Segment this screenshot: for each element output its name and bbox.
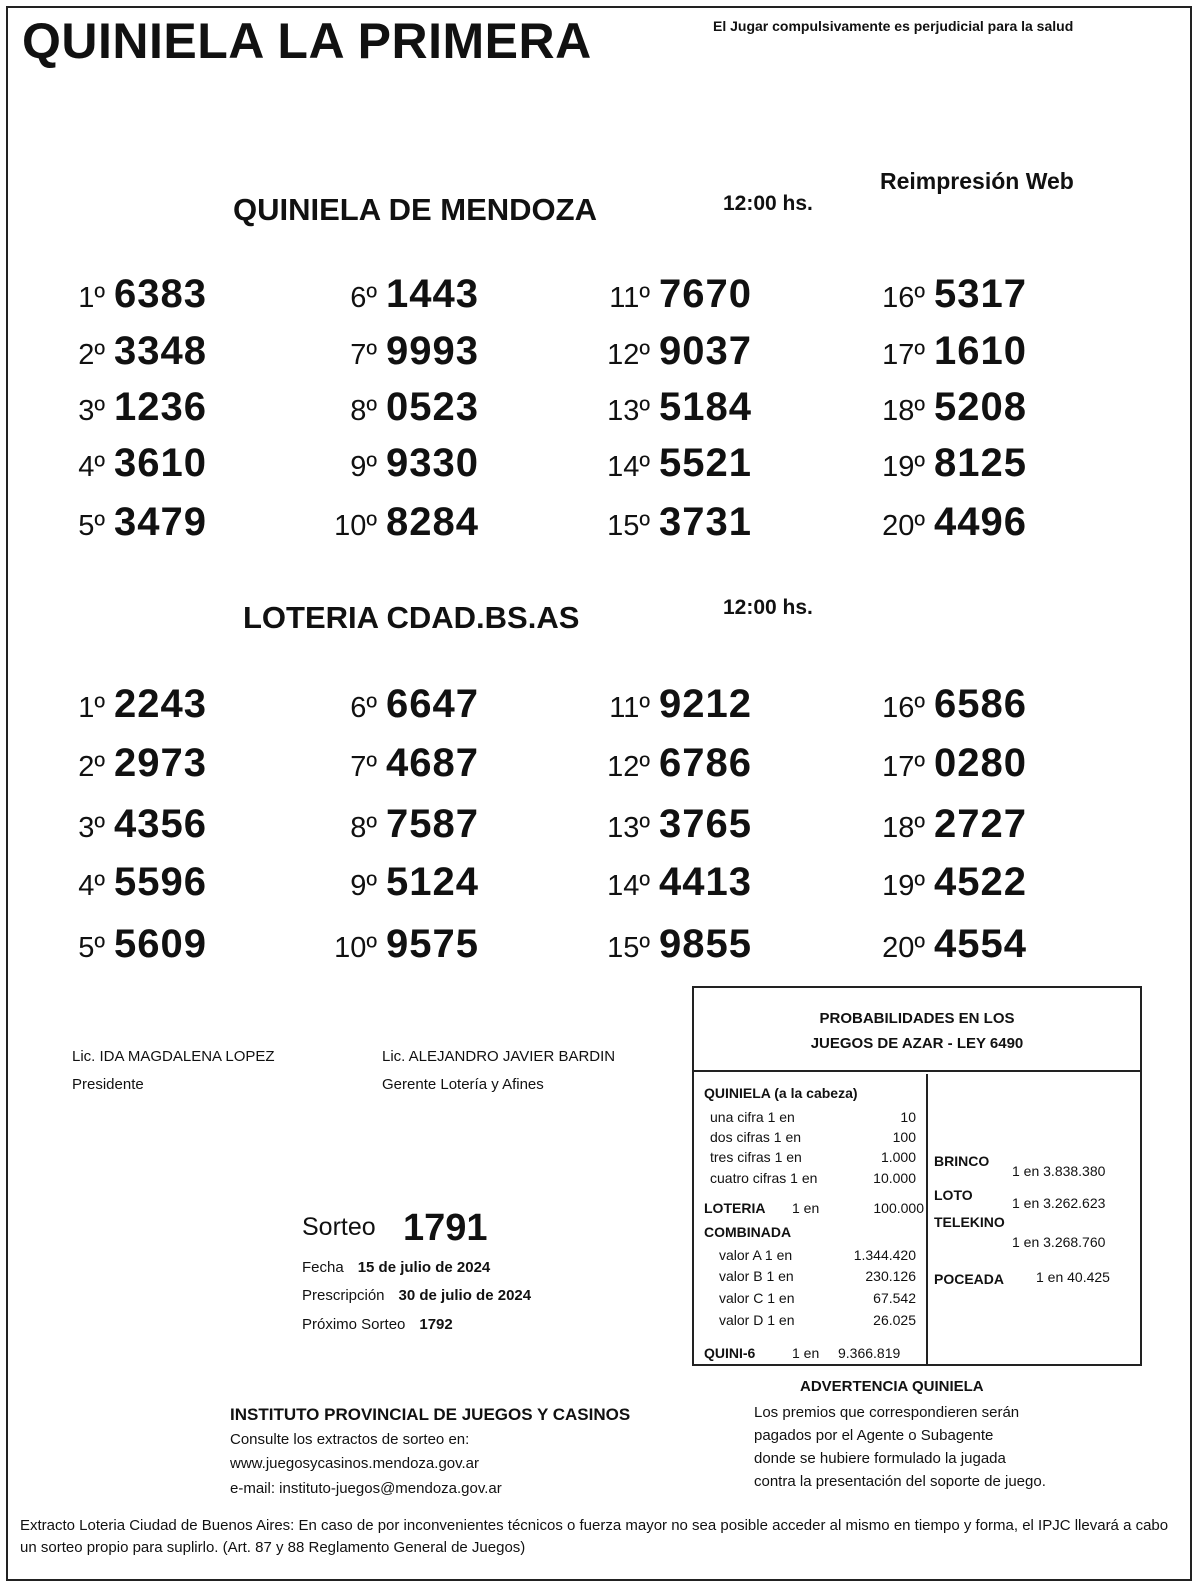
- result-row: [860, 741, 1030, 791]
- advertencia-line: pagados por el Agente o Subagente: [754, 1427, 994, 1444]
- result-number: 0280: [934, 741, 1027, 785]
- result-position: 20º: [882, 932, 925, 964]
- prob-row-label: valor B 1 en: [719, 1268, 794, 1284]
- result-position: 9º: [350, 451, 377, 483]
- result-position: 8º: [350, 812, 377, 844]
- result-position: 17º: [882, 339, 925, 371]
- proximo-label: Próximo Sorteo: [302, 1316, 406, 1333]
- result-number: 7587: [386, 802, 479, 846]
- result-number: 6383: [114, 272, 207, 316]
- result-row: [585, 329, 755, 379]
- proximo-value: 1792: [419, 1316, 453, 1333]
- sorteo-label: Sorteo: [302, 1213, 376, 1241]
- result-position: 13º: [607, 395, 650, 427]
- result-position: 15º: [607, 932, 650, 964]
- result-position: 16º: [882, 692, 925, 724]
- institute-email[interactable]: e-mail: instituto-juegos@mendoza.gov.ar: [230, 1480, 502, 1497]
- result-number: 9993: [386, 329, 479, 373]
- mendoza-time: 12:00 hs.: [723, 192, 813, 215]
- signature-right-role: Gerente Lotería y Afines: [382, 1076, 544, 1093]
- result-position: 20º: [882, 510, 925, 542]
- result-row: [312, 385, 482, 435]
- proximo-row: [302, 1316, 453, 1333]
- result-number: 9855: [659, 922, 752, 966]
- poceada-prob-value: 1 en 40.425: [1036, 1269, 1110, 1285]
- prescripcion-row: [302, 1287, 531, 1304]
- result-row: [860, 802, 1030, 852]
- result-row: [40, 272, 210, 322]
- result-row: [860, 860, 1030, 910]
- result-number: 6786: [659, 741, 752, 785]
- signature-left-name: Lic. IDA MAGDALENA LOPEZ: [72, 1048, 275, 1065]
- ciudad-title: LOTERIA CDAD.BS.AS: [243, 600, 580, 635]
- result-position: 14º: [607, 870, 650, 902]
- institute-website[interactable]: www.juegosycasinos.mendoza.gov.ar: [230, 1455, 480, 1472]
- result-row: [312, 922, 482, 972]
- loteria-prob-mid: 1 en: [792, 1200, 820, 1216]
- result-position: 2º: [78, 751, 105, 783]
- page-title: QUINIELA LA PRIMERA: [22, 13, 592, 69]
- result-number: 9575: [386, 922, 479, 966]
- result-number: 6586: [934, 682, 1027, 726]
- result-number: 1610: [934, 329, 1027, 373]
- quini6-prob-mid: 1 en: [792, 1345, 820, 1361]
- result-position: 18º: [882, 812, 925, 844]
- prob-row-value: 1.344.420: [853, 1247, 916, 1263]
- quiniela-prob-title: QUINIELA (a la cabeza): [704, 1085, 858, 1101]
- reprint-label: Reimpresión Web: [880, 168, 1074, 194]
- telekino-prob-label: TELEKINO: [934, 1214, 1005, 1230]
- result-position: 12º: [607, 751, 650, 783]
- gambling-warning: El Jugar compulsivamente es perjudicial para la salud: [713, 18, 1074, 34]
- prob-row-value: 10.000: [873, 1170, 916, 1186]
- probabilities-header-line1: PROBABILIDADES EN LOS: [819, 1010, 1015, 1027]
- result-position: 7º: [350, 339, 377, 371]
- result-row: [312, 441, 482, 491]
- fecha-value: 15 de julio de 2024: [357, 1259, 491, 1276]
- prescripcion-label: Prescripción: [302, 1287, 385, 1304]
- result-row: [860, 922, 1030, 972]
- probabilities-divider: [926, 1074, 928, 1366]
- result-number: 5609: [114, 922, 207, 966]
- result-number: 5521: [659, 441, 752, 485]
- result-position: 12º: [607, 339, 650, 371]
- result-number: 5317: [934, 272, 1027, 316]
- result-number: 5184: [659, 385, 752, 429]
- quini6-prob-label: QUINI-6: [704, 1345, 756, 1361]
- result-row: [585, 272, 755, 322]
- poceada-prob-label: POCEADA: [934, 1271, 1005, 1287]
- result-row: [585, 682, 755, 732]
- combinada-prob-title: COMBINADA: [704, 1224, 792, 1240]
- footer-note: Extracto Loteria Ciudad de Buenos Aires: En caso de por inconvenientes técnicos o fuerza mayor no sea posible acceder al mismo en tiempo y forma, el IPJC llevará a cabo un sorteo propio para suplirlo. (Art. 87 y 88 Reglamento General de Juegos): [20, 1517, 1169, 1556]
- result-number: 2727: [934, 802, 1027, 846]
- result-row: [312, 682, 482, 732]
- result-number: 5124: [386, 860, 479, 904]
- result-row: [40, 860, 210, 910]
- sorteo-number: 1791: [403, 1207, 488, 1249]
- result-row: [585, 922, 755, 972]
- fecha-row: [302, 1259, 490, 1276]
- result-row: [312, 272, 482, 322]
- result-number: 6647: [386, 682, 479, 726]
- result-position: 6º: [350, 282, 377, 314]
- result-number: 4413: [659, 860, 752, 904]
- result-row: [40, 385, 210, 435]
- loteria-prob-value: 100.000: [873, 1200, 924, 1216]
- result-row: [585, 741, 755, 791]
- result-number: 5596: [114, 860, 207, 904]
- result-number: 0523: [386, 385, 479, 429]
- result-position: 14º: [607, 451, 650, 483]
- result-position: 6º: [350, 692, 377, 724]
- result-number: 7670: [659, 272, 752, 316]
- result-position: 1º: [78, 282, 105, 314]
- prob-row-value: 230.126: [865, 1268, 916, 1284]
- brinco-prob-value: 1 en 3.838.380: [1012, 1163, 1106, 1179]
- result-row: [860, 500, 1030, 550]
- result-row: [312, 500, 482, 550]
- prob-row-label: una cifra 1 en: [710, 1109, 795, 1125]
- result-position: 16º: [882, 282, 925, 314]
- result-number: 8125: [934, 441, 1027, 485]
- result-number: 8284: [386, 500, 479, 544]
- result-position: 3º: [78, 812, 105, 844]
- result-row: [40, 802, 210, 852]
- result-number: 1236: [114, 385, 207, 429]
- ciudad-time: 12:00 hs.: [723, 596, 813, 619]
- result-row: [585, 860, 755, 910]
- result-number: 4687: [386, 741, 479, 785]
- result-position: 2º: [78, 339, 105, 371]
- result-position: 5º: [78, 932, 105, 964]
- result-number: 9037: [659, 329, 752, 373]
- probabilities-box: [692, 986, 1142, 1366]
- result-row: [40, 500, 210, 550]
- result-number: 4554: [934, 922, 1027, 966]
- result-number: 4522: [934, 860, 1027, 904]
- result-position: 10º: [334, 932, 377, 964]
- result-number: 9212: [659, 682, 752, 726]
- result-position: 3º: [78, 395, 105, 427]
- prob-row-label: cuatro cifras 1 en: [710, 1170, 818, 1186]
- probabilities-header: [694, 988, 1140, 1072]
- result-row: [585, 500, 755, 550]
- loto-prob-value: 1 en 3.262.623: [1012, 1195, 1106, 1211]
- mendoza-title: QUINIELA DE MENDOZA: [233, 192, 597, 227]
- prob-row-value: 1.000: [880, 1149, 916, 1165]
- result-number: 3479: [114, 500, 207, 544]
- prob-row-label: dos cifras 1 en: [710, 1129, 802, 1145]
- result-row: [40, 329, 210, 379]
- advertencia-line: Los premios que correspondieren serán: [754, 1404, 1020, 1421]
- result-row: [312, 860, 482, 910]
- prob-row-value: 100: [892, 1129, 916, 1145]
- telekino-prob-value: 1 en 3.268.760: [1012, 1234, 1106, 1250]
- institute-name: INSTITUTO PROVINCIAL DE JUEGOS Y CASINOS: [230, 1405, 631, 1424]
- prob-row-value: 26.025: [873, 1312, 916, 1328]
- prescripcion-value: 30 de julio de 2024: [398, 1287, 532, 1304]
- loteria-prob-label: LOTERIA: [704, 1200, 766, 1216]
- result-position: 1º: [78, 692, 105, 724]
- result-number: 2243: [114, 682, 207, 726]
- advertencia-line: contra la presentación del soporte de juego.: [754, 1473, 1046, 1490]
- result-position: 7º: [350, 751, 377, 783]
- result-number: 3348: [114, 329, 207, 373]
- result-position: 4º: [78, 451, 105, 483]
- institute-line1: Consulte los extractos de sorteo en:: [230, 1431, 470, 1448]
- result-position: 11º: [609, 692, 650, 724]
- result-position: 9º: [350, 870, 377, 902]
- result-position: 5º: [78, 510, 105, 542]
- result-row: [312, 329, 482, 379]
- result-number: 3610: [114, 441, 207, 485]
- signature-left: [72, 1043, 275, 1099]
- brinco-prob-label: BRINCO: [934, 1153, 990, 1169]
- result-position: 10º: [334, 510, 377, 542]
- result-row: [860, 272, 1030, 322]
- result-row: [585, 385, 755, 435]
- result-position: 19º: [882, 451, 925, 483]
- quini6-prob-value: 9.366.819: [838, 1345, 901, 1361]
- result-position: 19º: [882, 870, 925, 902]
- result-number: 1443: [386, 272, 479, 316]
- result-position: 4º: [78, 870, 105, 902]
- result-number: 9330: [386, 441, 479, 485]
- result-position: 11º: [609, 282, 650, 314]
- result-number: 4496: [934, 500, 1027, 544]
- result-number: 3765: [659, 802, 752, 846]
- prob-row-label: valor C 1 en: [719, 1290, 795, 1306]
- result-row: [860, 329, 1030, 379]
- prob-row-label: valor D 1 en: [719, 1312, 795, 1328]
- probabilities-header-line2: JUEGOS DE AZAR - LEY 6490: [810, 1035, 1024, 1052]
- result-row: [40, 741, 210, 791]
- result-number: 4356: [114, 802, 207, 846]
- result-row: [860, 441, 1030, 491]
- result-row: [312, 802, 482, 852]
- result-number: 3731: [659, 500, 752, 544]
- signature-right: [382, 1043, 615, 1099]
- prob-row-value: 10: [900, 1109, 916, 1125]
- loto-prob-label: LOTO: [934, 1187, 973, 1203]
- signature-right-name: Lic. ALEJANDRO JAVIER BARDIN: [382, 1048, 616, 1065]
- result-row: [585, 802, 755, 852]
- result-row: [860, 682, 1030, 732]
- result-row: [312, 741, 482, 791]
- result-position: 15º: [607, 510, 650, 542]
- prob-row-label: tres cifras 1 en: [710, 1149, 802, 1165]
- result-row: [40, 922, 210, 972]
- result-row: [40, 682, 210, 732]
- result-position: 13º: [607, 812, 650, 844]
- prob-row-value: 67.542: [873, 1290, 916, 1306]
- result-position: 17º: [882, 751, 925, 783]
- result-row: [860, 385, 1030, 435]
- signature-left-role: Presidente: [72, 1076, 144, 1093]
- fecha-label: Fecha: [302, 1259, 344, 1276]
- result-row: [585, 441, 755, 491]
- result-row: [40, 441, 210, 491]
- result-number: 5208: [934, 385, 1027, 429]
- advertencia-line: donde se hubiere formulado la jugada: [754, 1450, 1006, 1467]
- result-position: 18º: [882, 395, 925, 427]
- advertencia-title: ADVERTENCIA QUINIELA: [800, 1378, 984, 1395]
- result-position: 8º: [350, 395, 377, 427]
- prob-row-label: valor A 1 en: [719, 1247, 793, 1263]
- result-number: 2973: [114, 741, 207, 785]
